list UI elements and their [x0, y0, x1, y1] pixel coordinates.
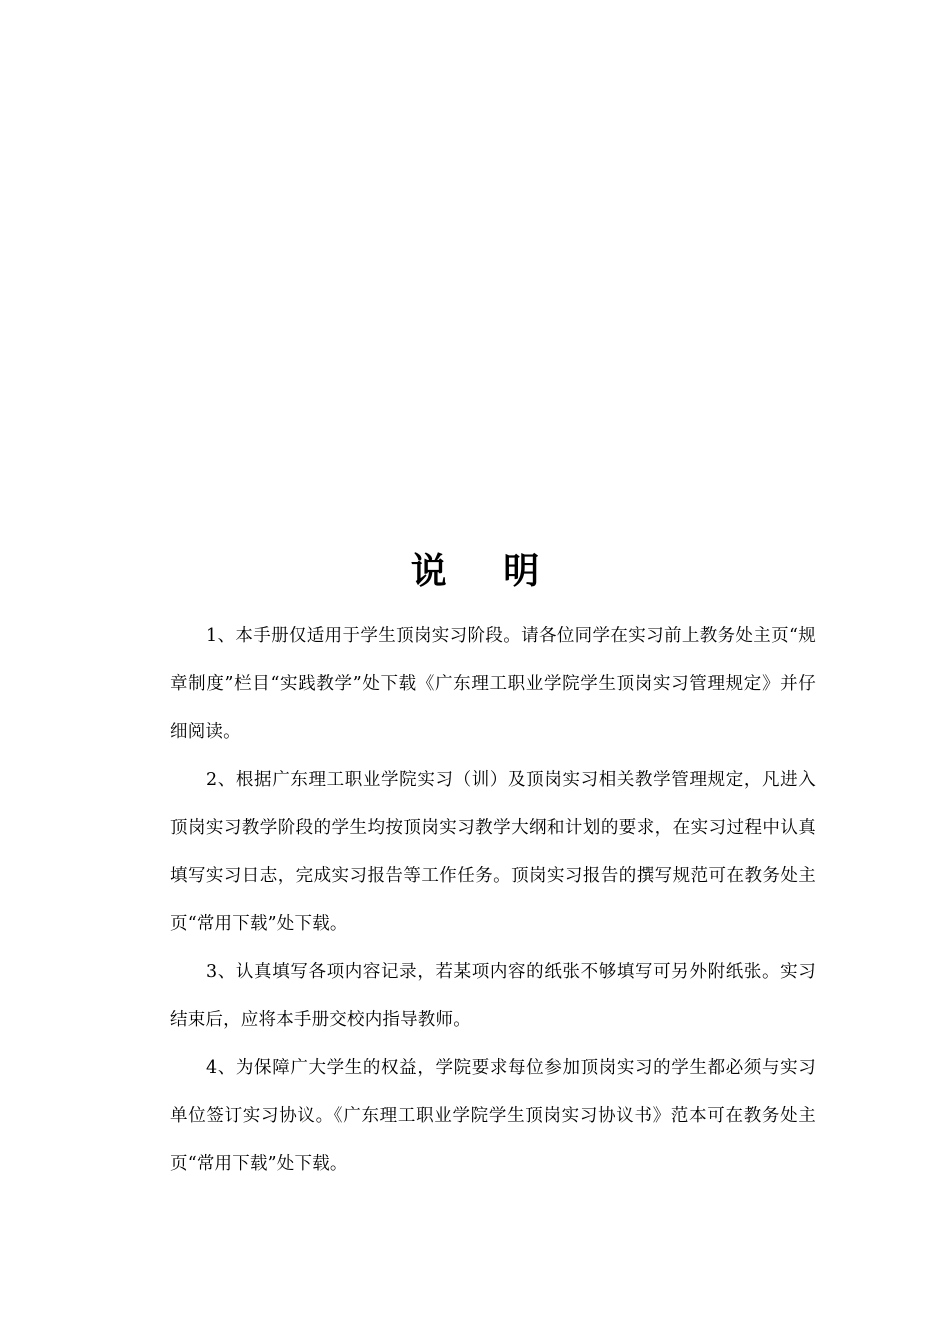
- page-title: 说 明: [410, 551, 562, 593]
- instruction-paragraph-1: 1、本手册仅适用于学生顶岗实习阶段。请各位同学在实习前上教务处主页“规章制度”栏目“实践教学”处下载《广东理工职业学院学生顶岗实习管理规定》并仔细阅读。: [170, 626, 816, 742]
- instructions-body: [170, 612, 816, 1188]
- instruction-paragraph-3: 3、认真填写各项内容记录，若某项内容的纸张不够填写可另外附纸张。实习结束后，应将本手册交校内指导教师。: [170, 962, 816, 1030]
- instruction-paragraph-4: 4、为保障广大学生的权益，学院要求每位参加顶岗实习的学生都必须与实习单位签订实习协议。《广东理工职业学院学生顶岗实习协议书》范本可在教务处主页“常用下载”处下载。: [170, 1058, 816, 1174]
- instruction-paragraph-2: 2、根据广东理工职业学院实习（训）及顶岗实习相关教学管理规定，凡进入顶岗实习教学阶段的学生均按顶岗实习教学大纲和计划的要求，在实习过程中认真填写实习日志，完成实习报告等工作任务。顶岗实习报告的撰写规范可在教务处主页“常用下载”处下载。: [170, 770, 816, 934]
